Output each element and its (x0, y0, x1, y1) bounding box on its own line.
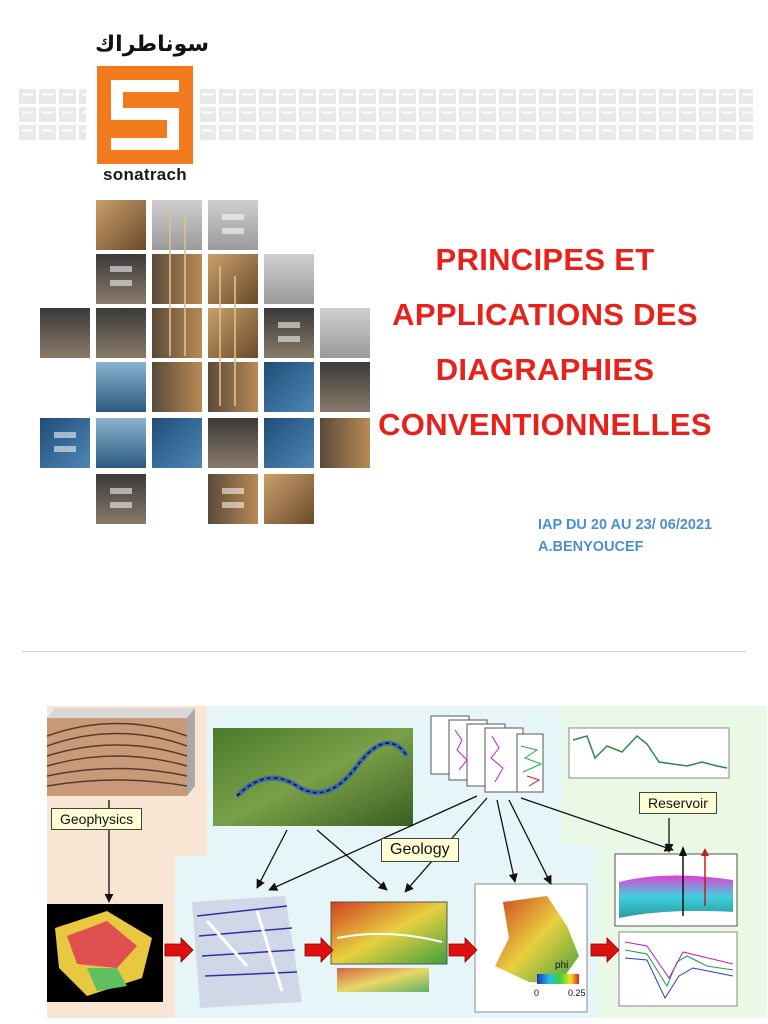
brand-arabic-name: سوناطراك (95, 32, 210, 57)
divider (22, 651, 746, 652)
label-reservoir: Reservoir (639, 792, 717, 814)
title-line-4: CONVENTIONNELLES (378, 407, 712, 442)
legend-max: 0.25 (568, 988, 586, 998)
label-geology: Geology (381, 838, 459, 862)
title-line-3: DIAGRAPHIES (435, 352, 655, 387)
legend-variable: phi (555, 960, 569, 971)
mosaic-tiles (40, 200, 370, 524)
decorative-block-strip (18, 88, 753, 140)
session-dates: IAP DU 20 AU 23/ 06/2021 (538, 517, 713, 533)
workflow-graphic (47, 706, 767, 1018)
reservoir-cross-section (615, 846, 737, 926)
legend-min: 0 (534, 988, 540, 998)
photo-mosaic (40, 196, 370, 526)
title-line-1: PRINCIPES ET (435, 242, 655, 277)
structural-model (192, 896, 302, 1008)
title-line-2: APPLICATIONS DES (392, 297, 698, 332)
page-title (330, 232, 760, 452)
meta-info (538, 514, 712, 558)
workflow-illustration (47, 706, 767, 1018)
label-geophysics: Geophysics (51, 808, 142, 830)
porosity-colorbar (537, 974, 579, 984)
simulation-curves (619, 932, 737, 1006)
seismic-block (47, 708, 195, 796)
brand-name: sonatrach (103, 165, 187, 184)
author-name: A.BENYOUCEF (538, 539, 644, 555)
facies-map (331, 902, 447, 964)
production-chart (569, 728, 729, 778)
